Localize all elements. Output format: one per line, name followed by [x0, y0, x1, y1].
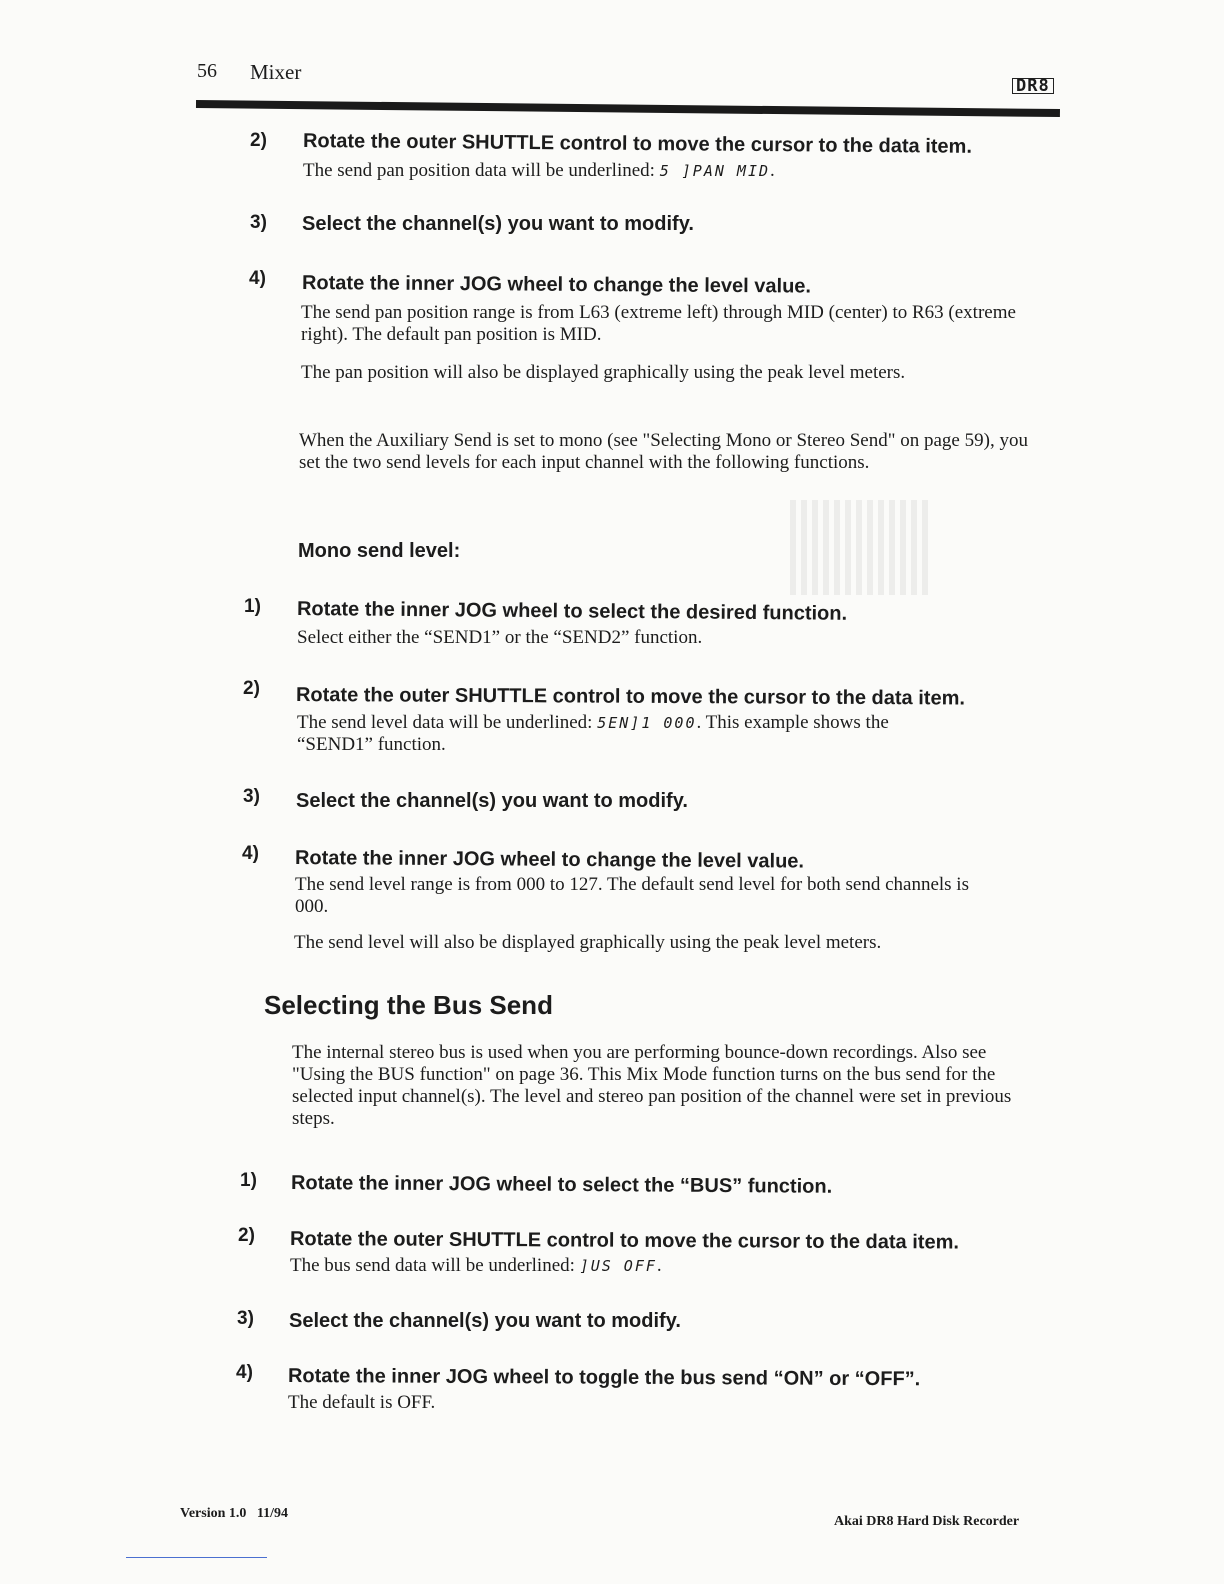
step-instruction: Rotate the inner JOG wheel to select the desired function. [296, 598, 848, 625]
body-text: The send pan position data will be underlined: [303, 160, 655, 181]
mono-intro: When the Auxiliary Send is set to mono (see "Selecting Mono or Stereo Send" on page 59), you set the two send levels for each input channel with the following functions. [299, 430, 1028, 473]
body-text: The send level data will be underlined: [297, 712, 593, 733]
step-number: 2) [243, 678, 260, 699]
body-text: . [656, 1255, 662, 1276]
step-number: 1) [244, 596, 261, 617]
footer-product: Akai DR8 Hard Disk Recorder [834, 1514, 1020, 1529]
step-instruction: Rotate the outer SHUTTLE control to move the cursor to the data item. [295, 684, 966, 710]
step-body [303, 160, 775, 182]
body-text: The bus send data will be underlined: [290, 1255, 575, 1276]
body-text: . This example shows the [696, 712, 889, 733]
step-instruction: Rotate the outer SHUTTLE control to move the cursor to the data item. [289, 1228, 960, 1254]
step-body: The default is OFF. [288, 1392, 436, 1413]
lcd-readout: ]US OFF [579, 1257, 657, 1275]
step-body: The send level will also be displayed graphically using the peak level meters. [294, 932, 882, 953]
page-number: 56 [197, 60, 217, 82]
bus-intro: The internal stereo bus is used when you are performing bounce-down recordings. Also see "Using the BUS function" on page 36. This Mix Mode function turns on the bus send for the selected input channel(s). The level and stereo pan position of the channel were set in previous steps. [292, 1042, 1012, 1129]
step-number: 3) [250, 212, 267, 233]
step-body [290, 1255, 662, 1277]
section-title: Mixer [250, 60, 302, 84]
step-body [297, 712, 889, 734]
dr8-logo: DR8 [1012, 78, 1054, 94]
step-body: “SEND1” function. [297, 734, 446, 755]
step-body: Select either the “SEND1” or the “SEND2” function. [297, 627, 703, 648]
step-body: The pan position will also be displayed graphically using the peak level meters. [301, 362, 906, 383]
body-text: . [770, 160, 775, 181]
step-instruction: Rotate the inner JOG wheel to select the “BUS” function. [290, 1172, 833, 1198]
mono-heading: Mono send level: [298, 540, 461, 562]
lcd-readout: 5EN]1 000 [597, 714, 697, 732]
section-heading: Selecting the Bus Send [264, 990, 553, 1020]
step-number: 1) [240, 1170, 257, 1191]
step-number: 4) [236, 1362, 253, 1383]
footer-version: Version 1.0 11/94 [180, 1506, 288, 1521]
scan-edge-line [126, 1557, 267, 1558]
step-instruction: Rotate the inner JOG wheel to change the level value. [294, 847, 805, 873]
header-rule [196, 100, 1060, 117]
step-number: 3) [237, 1308, 254, 1329]
step-instruction: Select the channel(s) you want to modify. [302, 213, 694, 235]
step-body: The send pan position range is from L63 (extreme left) through MID (center) to R63 (extreme right). The default pan position is MID. [301, 302, 1016, 345]
step-instruction: Rotate the inner JOG wheel to toggle the bus send “ON” or “OFF”. [287, 1365, 921, 1391]
step-number: 3) [243, 786, 260, 807]
step-instruction: Select the channel(s) you want to modify. [289, 1310, 681, 1332]
step-number: 2) [250, 130, 267, 151]
step-body: The send level range is from 000 to 127. The default send level for both send channels is 000. [295, 874, 969, 917]
step-instruction: Select the channel(s) you want to modify. [296, 790, 688, 812]
lcd-readout: 5 ]PAN MID [659, 162, 771, 180]
step-instruction: Rotate the inner JOG wheel to change the level value. [301, 272, 812, 298]
step-number: 4) [249, 268, 266, 289]
step-number: 2) [238, 1225, 255, 1246]
step-number: 4) [242, 843, 259, 864]
bleed-through-artifact [790, 500, 930, 595]
step-instruction: Rotate the outer SHUTTLE control to move the cursor to the data item. [302, 130, 973, 158]
